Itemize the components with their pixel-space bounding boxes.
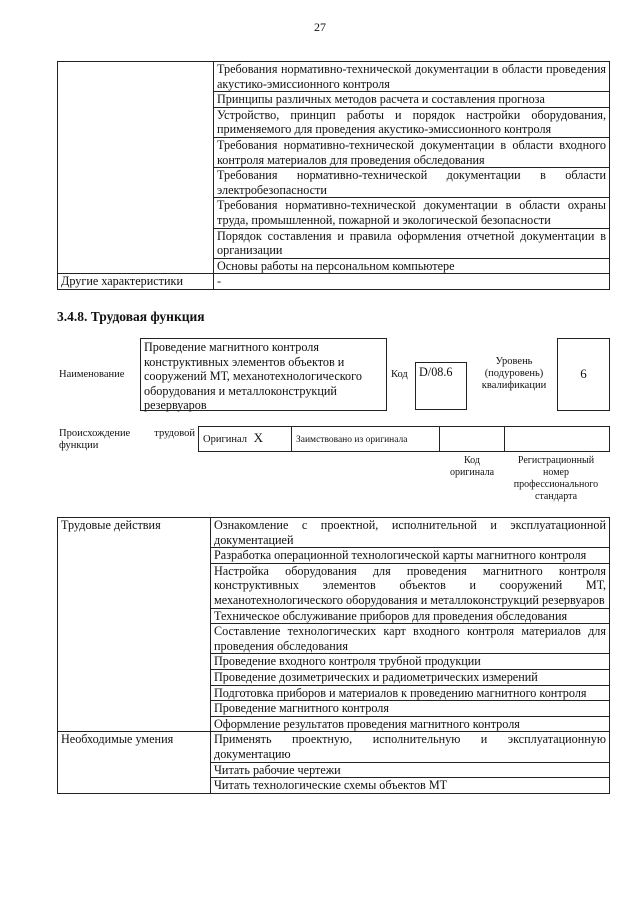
original-label: Оригинал bbox=[203, 434, 247, 445]
table-row bbox=[58, 518, 610, 548]
origin-label: Происхождение трудовой функции bbox=[59, 428, 195, 451]
table-cell: Требования нормативно-технической документации в области проведения акустико-эмиссионного контроля bbox=[214, 62, 610, 92]
table-cell: Применять проектную, исполнительную и эксплуатационную документацию bbox=[211, 732, 610, 762]
original-code-caption: Код оригинала bbox=[449, 455, 495, 478]
skills-label: Необходимые умения bbox=[58, 732, 211, 793]
table-row bbox=[58, 732, 610, 762]
original-code-box bbox=[439, 426, 505, 452]
original-mark: X bbox=[253, 430, 264, 445]
function-name-box: Проведение магнитного контроля конструктивных элементов объектов и сооружений МТ, механотехнологического оборудования и металлоконструкций резервуаров bbox=[140, 338, 387, 411]
table-cell-empty bbox=[58, 62, 214, 274]
page-number: 27 bbox=[314, 20, 326, 34]
table-cell: Читать рабочие чертежи bbox=[211, 762, 610, 778]
table-cell: Проведение магнитного контроля bbox=[211, 701, 610, 717]
table-cell: Принципы различных методов расчета и составления прогноза bbox=[214, 92, 610, 108]
table-cell: Составление технологических карт входного контроля материалов для проведения обследования bbox=[211, 624, 610, 654]
knowledge-table bbox=[57, 61, 610, 290]
table-row bbox=[58, 274, 610, 290]
actions-table bbox=[57, 517, 610, 794]
table-cell: Разработка операционной технологической карты магнитного контроля bbox=[211, 548, 610, 564]
table-cell: Оформление результатов проведения магнитного контроля bbox=[211, 716, 610, 732]
other-characteristics-label: Другие характеристики bbox=[58, 274, 214, 290]
table-cell: Подготовка приборов и материалов к проведению магнитного контроля bbox=[211, 685, 610, 701]
code-label: Код bbox=[391, 369, 408, 380]
table-cell: Требования нормативно-технической документации в области охраны труда, промышленной, пожарной и экологической безопасности bbox=[214, 198, 610, 228]
table-cell: Порядок составления и правила оформления отчетной документации в организации bbox=[214, 228, 610, 258]
table-cell: Настройка оборудования для проведения магнитного контроля конструктивных элементов объектов и сооружений МТ, механотехнологического оборудования и металлоконструкций резервуаров bbox=[211, 563, 610, 608]
table-cell: Требования нормативно-технической документации в области входного контроля материалов для проведения обследования bbox=[214, 137, 610, 167]
table-cell: Читать технологические схемы объектов МТ bbox=[211, 778, 610, 794]
table-cell: Ознакомление с проектной, исполнительной и эксплуатационной документацией bbox=[211, 518, 610, 548]
registration-number-box bbox=[504, 426, 610, 452]
level-value-box: 6 bbox=[557, 338, 610, 411]
table-row bbox=[58, 62, 610, 92]
actions-label: Трудовые действия bbox=[58, 518, 211, 732]
table-cell: Основы работы на персональном компьютере bbox=[214, 258, 610, 274]
original-box bbox=[198, 426, 292, 452]
table-cell: Устройство, принцип работы и порядок настройки оборудования, применяемого для проведения акустико-эмиссионного контроля bbox=[214, 107, 610, 137]
table-cell: Требования нормативно-технической документации в области электробезопасности bbox=[214, 168, 610, 198]
table-cell: Техническое обслуживание приборов для проведения обследования bbox=[211, 608, 610, 624]
name-label: Наименование bbox=[59, 369, 125, 380]
section-heading: 3.4.8. Трудовая функция bbox=[57, 309, 205, 324]
registration-number-caption: Регистрационный номер профессионального стандарта bbox=[513, 455, 599, 502]
table-cell: Проведение дозиметрических и радиометрических измерений bbox=[211, 669, 610, 685]
table-cell: Проведение входного контроля трубной продукции bbox=[211, 654, 610, 670]
function-code-box: D/08.6 bbox=[415, 362, 467, 410]
level-label: Уровень (подуровень) квалификации bbox=[481, 356, 547, 391]
other-characteristics-value: - bbox=[214, 274, 610, 290]
borrowed-box: Заимствовано из оригинала bbox=[291, 426, 440, 452]
